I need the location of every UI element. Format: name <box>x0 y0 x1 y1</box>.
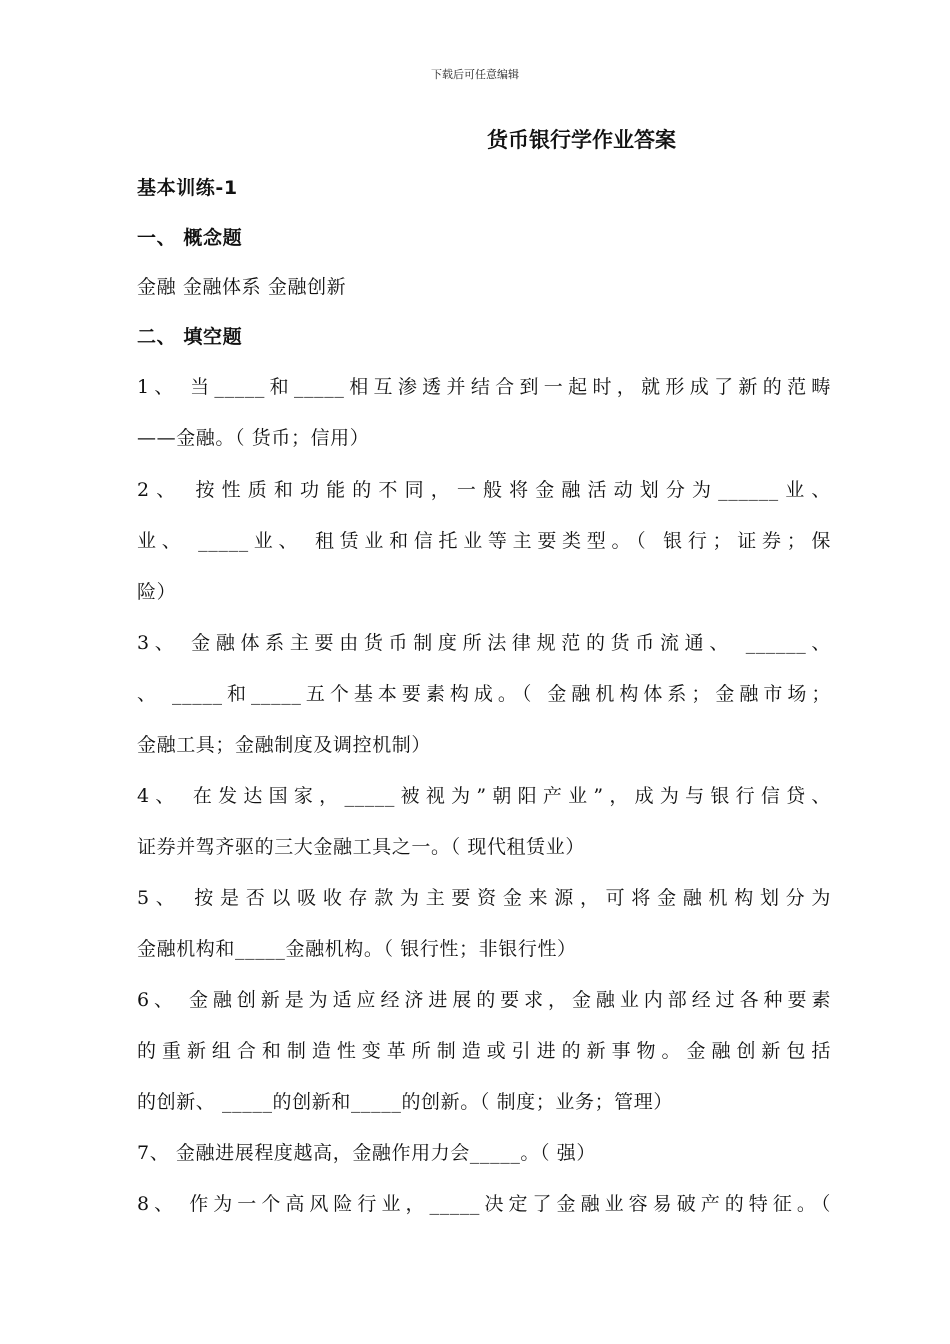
text-line: 6、 金融创新是为适应经济进展的要求，金融业内部经过各种要素 <box>137 989 831 1011</box>
text-line: 2、 按性质和功能的不同，一般将金融活动划分为______业、 <box>137 479 831 501</box>
concept-terms: 金融 金融体系 金融创新 <box>137 276 347 298</box>
text-line: 8、 作为一个高风险行业，_____决定了金融业容易破产的特征。（ <box>137 1193 831 1215</box>
text-line: 、 _____和_____五个基本要素构成。（ 金融机构体系；金融市场； <box>137 683 831 705</box>
text-line: 4、 在发达国家，_____被视为”朝阳产业”，成为与银行信贷、 <box>137 785 831 807</box>
text-line: 的创新、 _____的创新和_____的创新。（ 制度；业务；管理） <box>137 1091 673 1113</box>
concept-section-heading: 一、 概念题 <box>137 227 243 249</box>
text-line: 险） <box>137 581 177 603</box>
text-line: 5、 按是否以吸收存款为主要资金来源，可将金融机构划分为 <box>137 887 831 909</box>
text-line: 金融机构和_____金融机构。（ 银行性；非银行性） <box>137 938 577 960</box>
text-line: ——金融。（ 货币；信用） <box>137 427 370 449</box>
text-line: 1、 当_____和_____相互渗透并结合到一起时，就形成了新的范畴 <box>137 376 831 398</box>
text-line: 金融工具；金融制度及调控机制） <box>137 734 432 756</box>
document-title: 货币银行学作业答案 <box>487 128 676 152</box>
text-line: 证券并驾齐驱的三大金融工具之一。（ 现代租赁业） <box>137 836 585 858</box>
text-line: 的重新组合和制造性变革所制造或引进的新事物。金融创新包括 <box>137 1040 831 1062</box>
section-training-heading: 基本训练-1 <box>137 177 238 199</box>
text-line: 业、 _____业、 租赁业和信托业等主要类型。（ 银行；证券；保 <box>137 530 831 552</box>
page-header-note: 下载后可任意编辑 <box>431 68 519 81</box>
text-line: 3、 金融体系主要由货币制度所法律规范的货币流通、 ______、 <box>137 632 831 654</box>
text-line: 7、 金融进展程度越高，金融作用力会_____。（ 强） <box>137 1142 596 1164</box>
fill-section-heading: 二、 填空题 <box>137 326 243 348</box>
